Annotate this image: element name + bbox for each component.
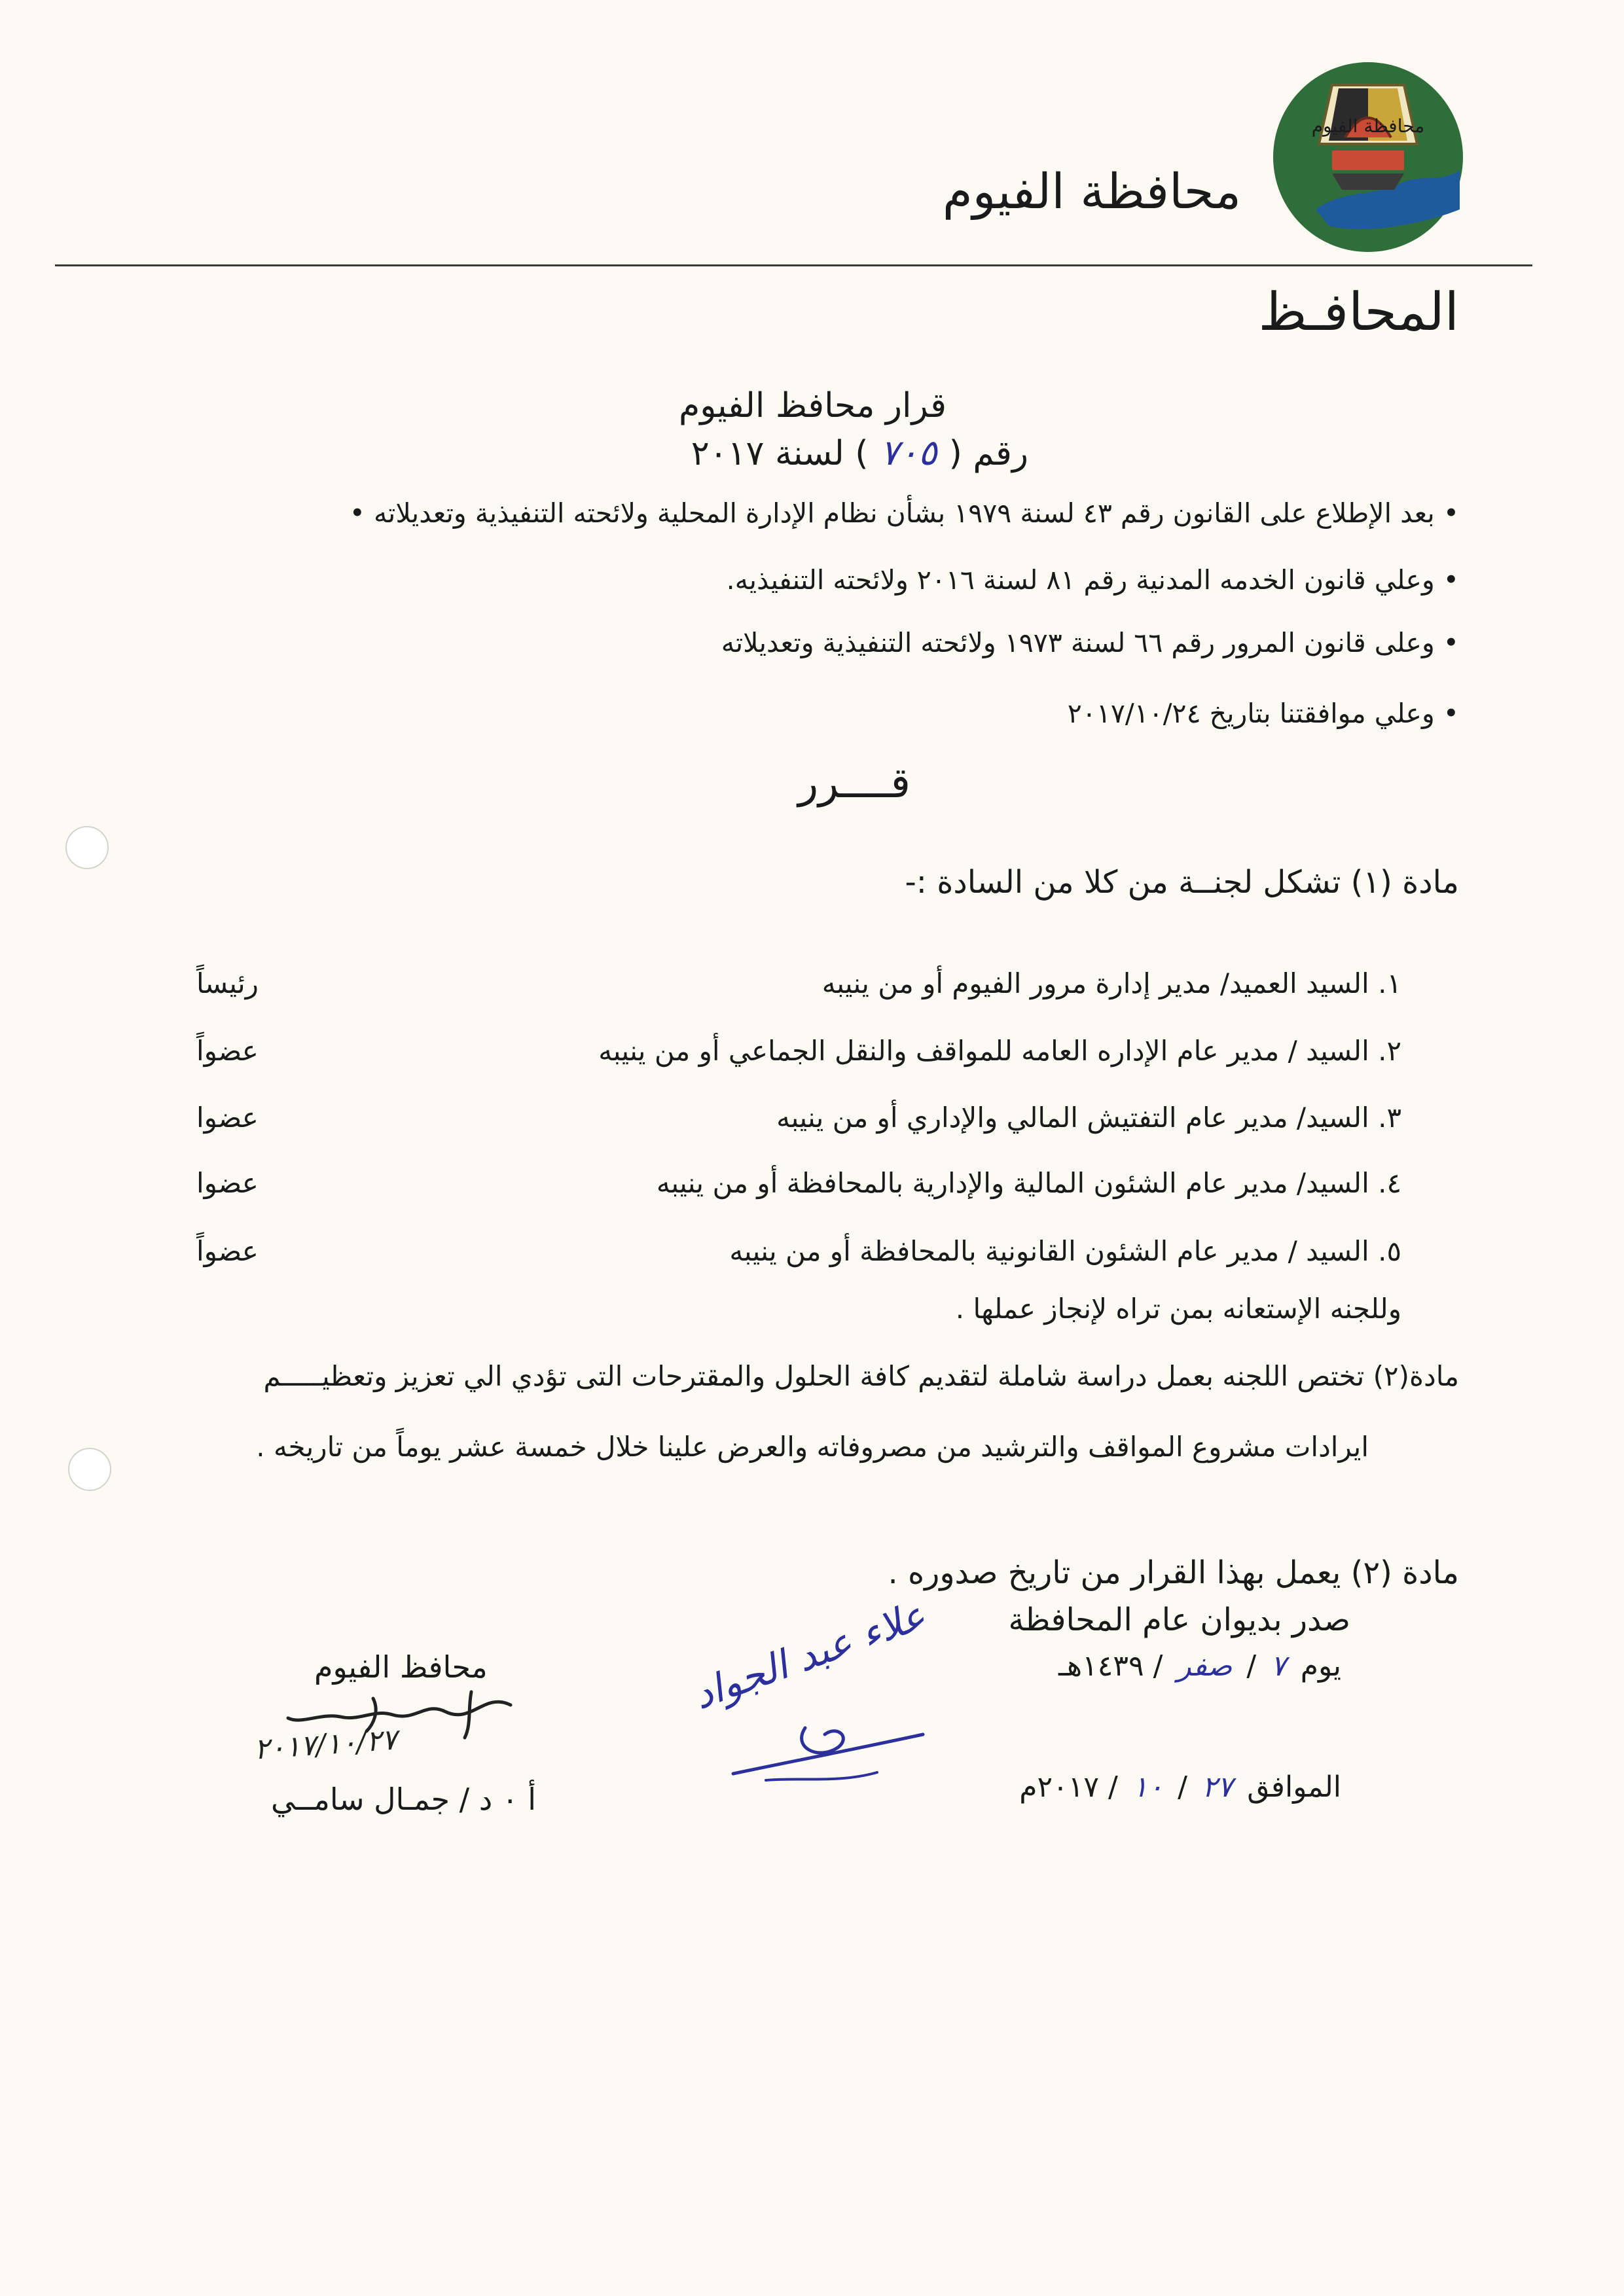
day-label: يوم: [1300, 1649, 1341, 1683]
decided-heading: قــــرر: [798, 759, 911, 808]
header-divider: [55, 264, 1532, 266]
punch-hole: [68, 1448, 111, 1491]
logo-label: محافظة الفيوم: [1311, 115, 1425, 137]
member-text: ٥. السيد / مدير عام الشئون القانونية بالمحافظة أو من ينيبه: [729, 1234, 1401, 1267]
member-text: ٣. السيد/ مدير عام التفتيش المالي والإداري أو من ينيبه: [776, 1101, 1401, 1134]
governor-title: محافظ الفيوم: [314, 1649, 488, 1685]
gregorian-day: ٢٧: [1201, 1770, 1233, 1804]
article1-heading: مادة (١) تشكل لجنــة من كلا من السادة :-: [905, 864, 1459, 901]
decision-title: قرار محافظ الفيوم: [679, 386, 947, 425]
member-text: ٢. السيد / مدير عام الإداره العامه للمواقف والنقل الجماعي أو من ينيبه: [598, 1034, 1401, 1067]
member-role: عضواً: [196, 1234, 259, 1267]
staff-signature: [727, 1702, 936, 1793]
member-text: ٤. السيد/ مدير عام الشئون المالية والإدارية بالمحافظة أو من ينيبه: [656, 1166, 1401, 1199]
governorate-logo: [1270, 59, 1466, 255]
date-separator: /: [1246, 1649, 1257, 1683]
committee-member-row: [196, 1094, 1401, 1140]
member-role: عضوا: [196, 1101, 259, 1134]
hijri-date-line: [1058, 1649, 1341, 1683]
article2-text-continued: ايرادات مشروع المواقف والترشيد من مصروفاته والعرض علينا خلال خمسة عشر يوماً من تاريخه .: [256, 1431, 1369, 1463]
gregorian-year: / ٢٠١٧م: [1019, 1770, 1118, 1804]
preamble-line: • بعد الإطلاع على القانون رقم ٤٣ لسنة ١٩٧٩ بشأن نظام الإدارة المحلية ولائحته التنفيذية وتعديلاته •: [349, 497, 1459, 529]
office-title: المحافـظ: [1258, 281, 1459, 342]
date-separator: /: [1178, 1770, 1187, 1804]
article3-text: مادة (٢) يعمل بهذا القرار من تاريخ صدوره .: [888, 1554, 1459, 1591]
gregorian-label: الموافق: [1247, 1770, 1341, 1804]
punch-hole: [65, 826, 109, 869]
committee-member-row: [196, 1160, 1401, 1206]
decision-number-value: ٧٠٥: [880, 432, 937, 473]
hijri-day: ٧: [1271, 1649, 1286, 1683]
governor-sign-date: ٢٠١٧/١٠/٢٧: [253, 1723, 399, 1767]
hijri-month: صفر: [1177, 1649, 1233, 1683]
governorate-name: محافظة الفيوم: [942, 164, 1241, 220]
member-role: عضوا: [196, 1166, 259, 1199]
gregorian-date-line: [1019, 1770, 1341, 1804]
hijri-year: / ١٤٣٩هـ: [1058, 1649, 1163, 1683]
article2-text: مادة(٢) تختص اللجنه بعمل دراسة شاملة لتقديم كافة الحلول والمقترحات التى تؤدي الي تعزيز وتعظيـــــم: [263, 1360, 1459, 1392]
issued-at: صدر بديوان عام المحافظة: [1008, 1602, 1350, 1638]
preamble-line: • وعلي موافقتنا بتاريخ ٢٠١٧/١٠/٢٤: [1067, 698, 1459, 729]
committee-member-row: [196, 1028, 1401, 1073]
decision-number-prefix: رقم (: [948, 434, 1028, 473]
governor-name: أ ٠ د / جمـال سامــي: [271, 1782, 537, 1817]
preamble-line: • وعلى قانون المرور رقم ٦٦ لسنة ١٩٧٣ ولائحته التنفيذية وتعديلاته: [721, 627, 1459, 658]
preamble-line: • وعلي قانون الخدمه المدنية رقم ٨١ لسنة ٢٠١٦ ولائحته التنفيذيه.: [726, 564, 1459, 596]
decision-number-suffix: ) لسنة ٢٠١٧: [691, 434, 869, 473]
committee-note: وللجنه الإستعانه بمن تراه لإنجاز عملها .: [955, 1293, 1401, 1325]
member-role: رئيساً: [196, 967, 259, 999]
staff-signature-name: علاء عبد الجواد: [687, 1592, 931, 1719]
gregorian-month: ١٠: [1132, 1770, 1164, 1804]
member-role: عضواً: [196, 1034, 259, 1067]
member-text: ١. السيد العميد/ مدير إدارة مرور الفيوم أو من ينيبه: [821, 967, 1401, 999]
committee-member-row: [196, 960, 1401, 1006]
committee-member-row: [196, 1228, 1401, 1274]
decision-number-line: [691, 432, 1028, 473]
